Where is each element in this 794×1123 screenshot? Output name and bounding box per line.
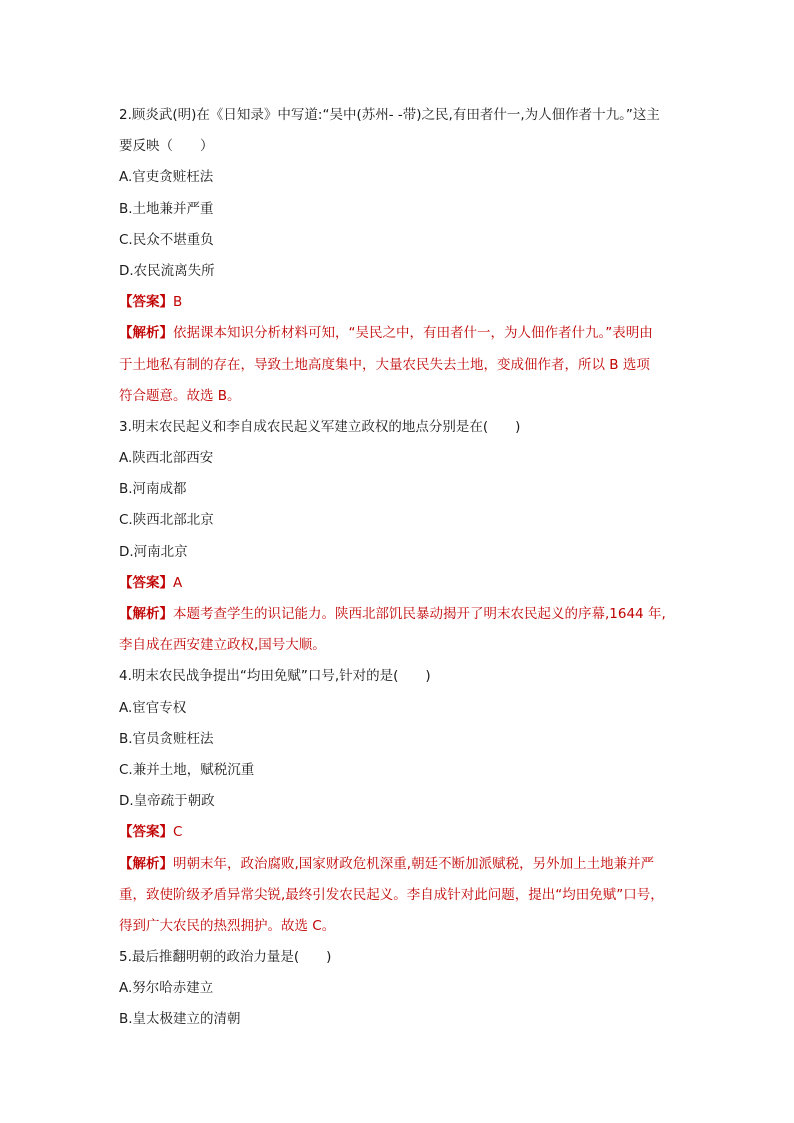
analysis-text: 依据课本知识分析材料可知，“吴民之中，有田者什一，为人佃作者什九。”表明由 [173, 325, 653, 342]
option-c: C.陕西北部北京 [119, 512, 214, 529]
option-b: B.河南成都 [119, 481, 187, 498]
option-b: B.土地兼并严重 [119, 200, 214, 217]
analysis-line: 李自成在西安建立政权,国号大顺。 [119, 637, 326, 654]
analysis-line [119, 849, 681, 880]
option-d: D.皇帝疏于朝政 [119, 793, 215, 810]
analysis-line: 于土地私有制的存在，导致土地高度集中，大量农民失去土地，变成佃作者，所以 B 选项 [119, 356, 650, 373]
analysis-tag: 【解析】 [119, 606, 173, 622]
analysis-tag: 【解析】 [119, 325, 173, 342]
option-b: B.皇太极建立的清朝 [119, 1011, 241, 1028]
question-5 [119, 942, 681, 1036]
analysis-line [119, 318, 681, 349]
answer-line [119, 287, 681, 318]
analysis-text: 本题考查学生的识记能力。陕西北部饥民暴动揭开了明末农民起义的序幕,1644 年, [173, 606, 666, 622]
answer-value: A [173, 574, 183, 591]
answer-value: B [173, 294, 183, 311]
answer-line [119, 568, 681, 599]
answer-tag: 【答案】 [119, 294, 173, 311]
analysis-tag: 【解析】 [119, 855, 173, 872]
question-stem-line: 5.最后推翻明朝的政治力量是( ) [119, 949, 332, 966]
answer-tag: 【答案】 [119, 574, 173, 591]
option-a: A.官吏贪赃枉法 [119, 169, 214, 186]
question-stem-line: 4.明末农民战争提出“均田免赋”口号,针对的是( ) [119, 668, 431, 685]
analysis-line [119, 599, 681, 630]
option-b: B.官员贪赃枉法 [119, 730, 214, 747]
option-a: A.努尔哈赤建立 [119, 980, 214, 997]
option-a: A.陕西北部西安 [119, 450, 214, 467]
question-4 [119, 661, 681, 942]
analysis-line: 重，致使阶级矛盾异常尖锐,最终引发农民起义。李自成针对此问题，提出“均田免赋”口号， [119, 886, 664, 903]
analysis-text: 明朝末年，政治腐败,国家财政危机深重,朝廷不断加派赋税，另外加上土地兼并严 [173, 855, 655, 872]
question-stem-line: 3.明末农民起义和李自成农民起义军建立政权的地点分别是在( ) [119, 418, 521, 435]
question-3 [119, 412, 681, 662]
analysis-line: 符合题意。故选 B。 [119, 387, 241, 404]
question-stem-line: 2.顾炎武(明)在《日知录》中写道:“吴中(苏州- -带)之民,有田者什一,为人佃作者十九。”这主 [119, 107, 660, 123]
answer-value: C [173, 824, 183, 841]
option-a: A.宦官专权 [119, 699, 187, 716]
document-page [119, 100, 681, 1036]
question-2 [119, 100, 681, 412]
option-c: C.兼并土地，赋税沉重 [119, 761, 255, 778]
option-c: C.民众不堪重负 [119, 231, 214, 248]
analysis-line: 得到广大农民的热烈拥护。故选 C。 [119, 917, 336, 934]
answer-line [119, 817, 681, 848]
option-d: D.农民流离失所 [119, 262, 215, 279]
answer-tag: 【答案】 [119, 824, 173, 841]
question-stem-line: 要反映（ ） [119, 138, 214, 155]
option-d: D.河南北京 [119, 543, 188, 560]
